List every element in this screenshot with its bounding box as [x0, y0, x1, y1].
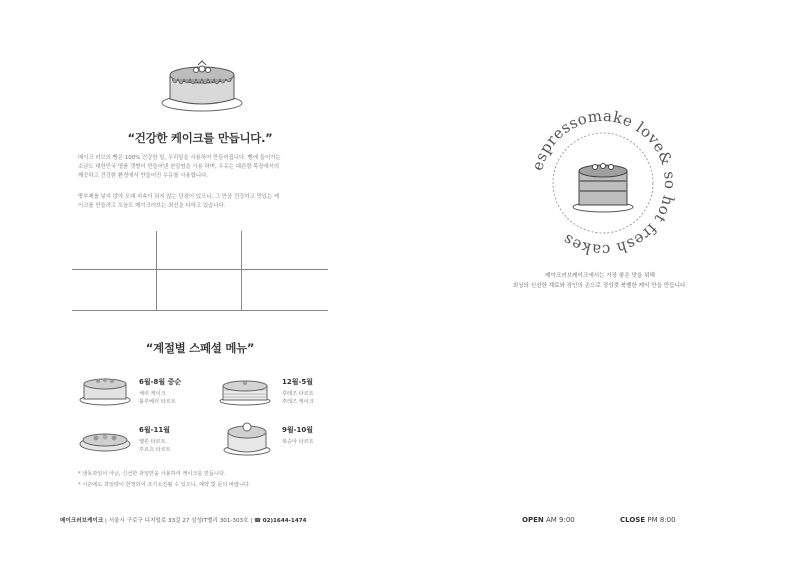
info-table	[72, 231, 328, 311]
menu-item	[139, 425, 171, 454]
right-page	[400, 0, 800, 568]
paragraph-line: 소금도 대한민국 명품 갯벌이 만들어낸 천일염을 사용 하며, 우유는 대관령 목장에서의	[78, 164, 280, 170]
intro-paragraph-1	[78, 154, 336, 181]
footer-separator: |	[105, 518, 109, 524]
footer-separator: |	[250, 518, 254, 524]
menu-name: 체리 케이크	[139, 391, 166, 397]
close-hours	[620, 516, 676, 524]
note-line: * 시즌에도 과일량이 한정되어 조기소진될 수 있으니, 예약 및 문의 바랍니다.	[78, 482, 251, 488]
brand-emblem	[523, 103, 683, 263]
menu-name: 복숭아 타르트	[282, 439, 314, 445]
menu-name: 후르츠 타르트	[139, 447, 171, 453]
menu-name: 후레즈 타르트	[282, 391, 314, 397]
open-time: AM 9:00	[545, 516, 575, 524]
cherry-cake-illustration	[78, 374, 133, 406]
crepe-cake-illustration	[218, 374, 273, 406]
footer-phone: 02)1644-1474	[262, 518, 307, 524]
paragraph-line: 방부제를 넣지 않아 오래 지속이 되지 않는 단점이 있으나, 그 만큼 건강하고 맛있는 케	[78, 194, 280, 200]
menu-period: 6월-8월 중순	[139, 378, 182, 386]
paragraph-line: 이크를 만들려고 오늘도 메이크러브는 최선을 다하고 있습니다.	[78, 203, 226, 209]
menu-name: 블루베리 타르트	[139, 399, 176, 405]
table-divider	[72, 269, 328, 270]
peach-tart-illustration	[222, 418, 272, 456]
description-line: 메이크러브케이크에서는 가장 좋은 맛을 위해	[545, 273, 655, 279]
menu-period: 9월-10월	[282, 426, 314, 434]
table-divider	[241, 231, 242, 310]
menu-item	[139, 377, 181, 406]
emblem-text: espressomake love& so hot fresh cakes	[528, 106, 680, 260]
close-time: PM 8:00	[647, 516, 676, 524]
open-hours	[522, 516, 575, 524]
intro-title: “건강한 케이크를 만듭니다.”	[127, 131, 273, 145]
paragraph-line: 메이크 러브의 빵은 100% 건강한 밀, 우리밀을 사용하여 만들어집니다. 빵에 들어가는	[78, 155, 281, 161]
open-label: OPEN	[522, 516, 544, 524]
phone-icon: ☎	[253, 518, 261, 524]
brand-description	[400, 271, 800, 291]
menu-period: 12월-5월	[282, 378, 314, 386]
menu-name: 후레즈 케이크	[282, 399, 314, 405]
menu-item	[282, 377, 314, 406]
menu-item	[282, 425, 314, 446]
footer-info	[60, 516, 307, 524]
table-divider	[72, 310, 328, 311]
season-title: “계절별 스페셜 메뉴”	[145, 341, 255, 355]
cake-icon	[573, 164, 633, 213]
menu-period: 6월-11월	[139, 426, 171, 434]
cake-illustration	[160, 55, 244, 115]
description-line: 최상의 신선한 재료와 장인의 손으로 정성껏 북벨한 케익 만을 만듭니다.	[512, 283, 688, 289]
paragraph-line: 깨끗하고 건강한 환경에서 만들어진 우유를 사용합니다.	[78, 173, 209, 179]
table-divider	[156, 231, 157, 310]
footer-address: 서울시 구로구 디지털로 33길 27 삼성IT밸리 301-303호	[108, 518, 249, 524]
footer-brand: 메이크러브케이크	[60, 518, 104, 524]
menu-name: 멜론 타르트	[139, 439, 166, 445]
intro-paragraph-2	[78, 193, 336, 211]
close-label: CLOSE	[620, 516, 646, 524]
note-line: * 냉동과일이 아닌, 신선한 과일만을 사용하여 케이크를 만듭니다.	[78, 471, 226, 477]
tart-illustration	[78, 422, 133, 454]
